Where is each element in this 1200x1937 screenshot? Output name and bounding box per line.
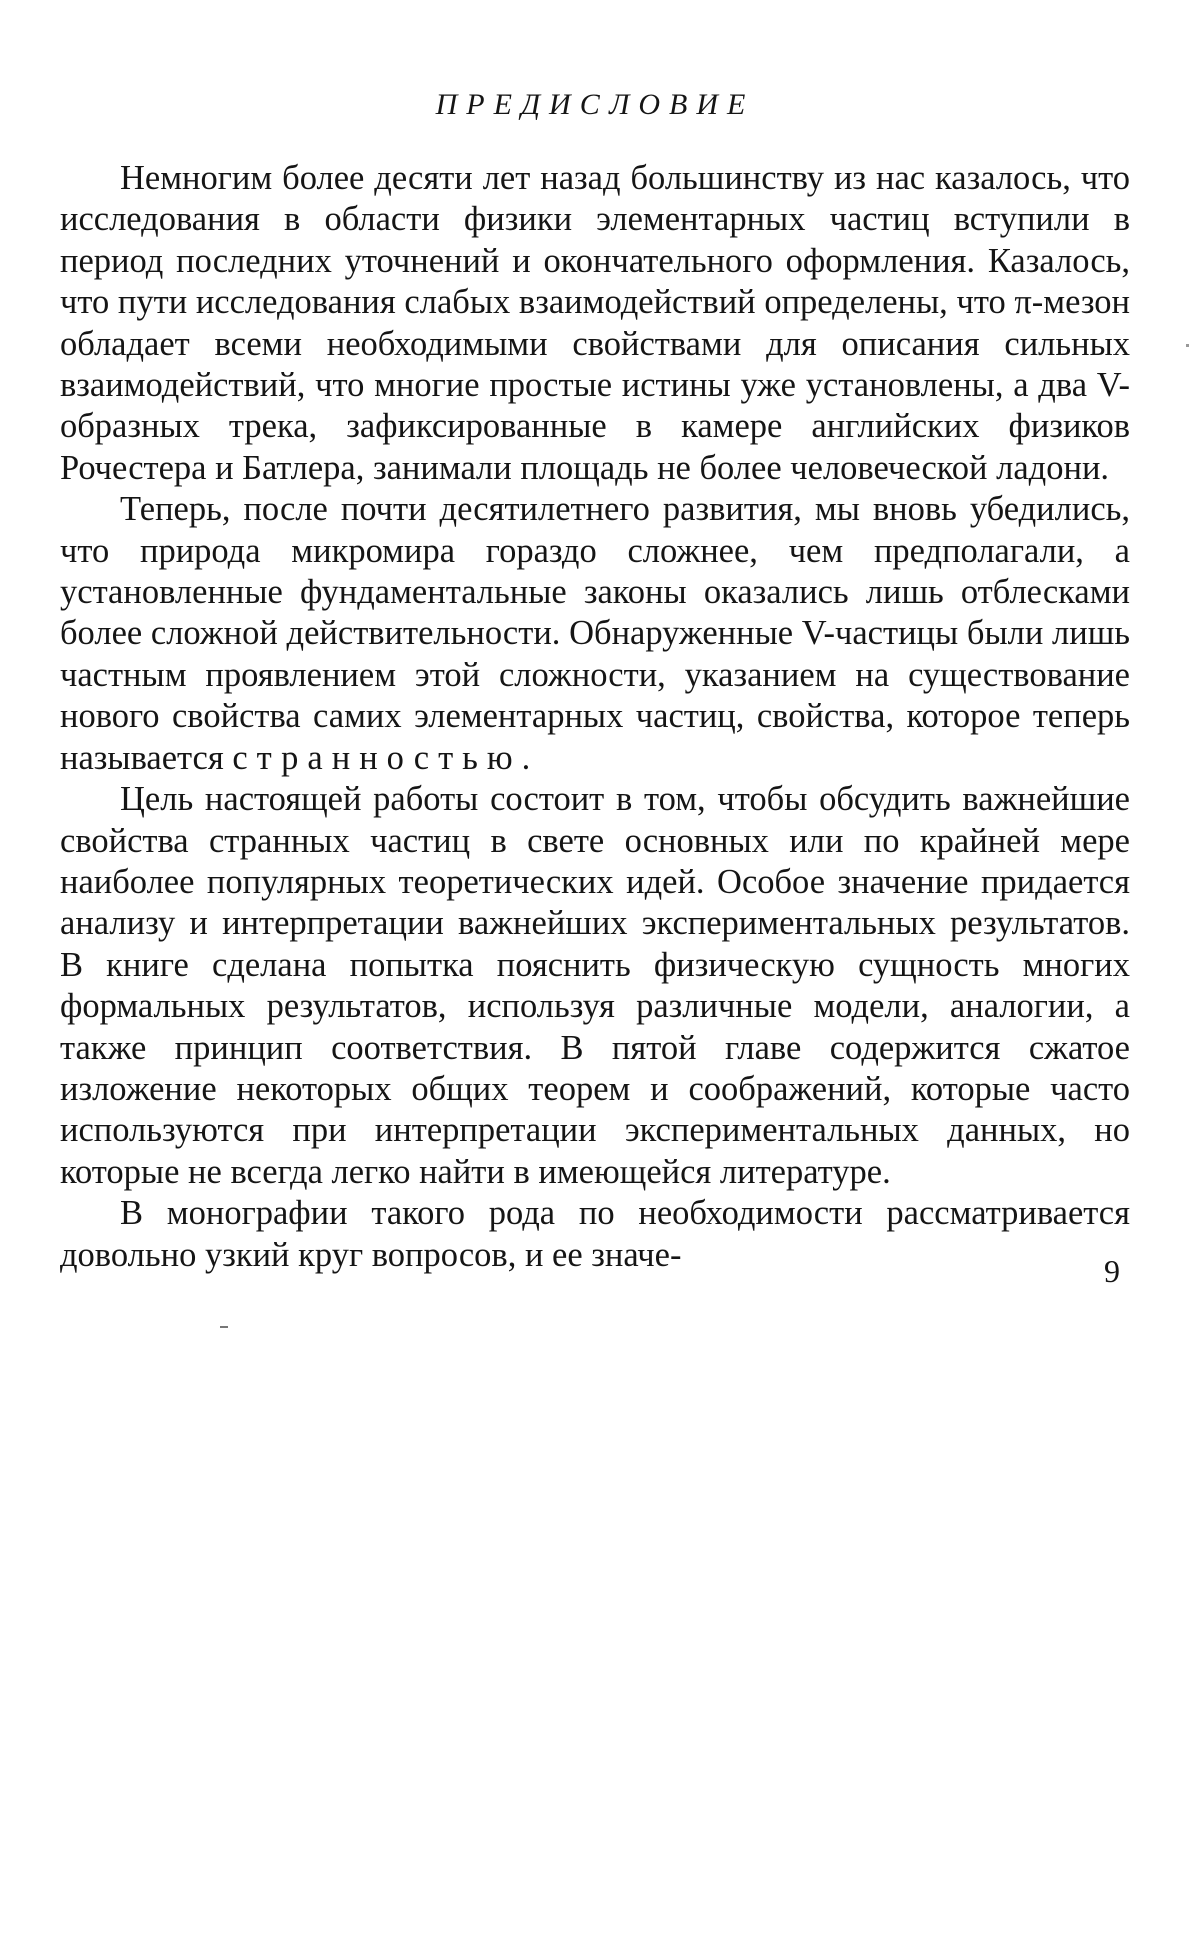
paragraph-2-tail: . bbox=[521, 738, 531, 777]
paragraph-1-text: Немногим более десяти лет назад большинству из нас казалось, что исследования в области физики элементарных частиц вступили в период последних уточнений и окончательного оформления. Казалось, что пути исследования слабых взаимодействий определены, что π-мезон обладает всеми необходимыми свойствами для описания сильных взаимодействий, что многие простые истины уже установлены, а два V-образных трека, зафиксированные в камере английских физиков Рочестера и Батлера, занимали площадь не более человеческой ладони. bbox=[60, 159, 1130, 487]
paragraph-4-text: В монографии такого рода по необходимости рассматривается довольно узкий круг вопросов, и ее значе- bbox=[60, 1194, 1130, 1274]
paragraph-2 bbox=[60, 489, 1130, 779]
print-speck bbox=[220, 1326, 228, 1328]
paragraph-3 bbox=[60, 779, 1130, 1193]
page-title: ПРЕДИСЛОВИЕ bbox=[435, 88, 755, 121]
document-page bbox=[60, 88, 1130, 1276]
page-number: 9 bbox=[1104, 1253, 1120, 1289]
paragraph-4 bbox=[60, 1193, 1130, 1276]
print-speck-right bbox=[1186, 344, 1189, 347]
paragraph-2-text: Теперь, после почти десятилетнего развития, мы вновь убедились, что природа микромира гораздо сложнее, чем предполагали, а установленные фундаментальные законы оказались лишь отблесками более сложной действительности. Обнаруженные V-частицы были лишь частным проявлением этой сложности, указанием на существование нового свойства самих элементарных частиц, свойства, которое теперь называется bbox=[60, 490, 1130, 777]
paragraph-3-text: Цель настоящей работы состоит в том, чтобы обсудить важнейшие свойства странных частиц в свете основных или по крайней мере наиболее популярных теоретических идей. Особое значение придается анализу и интерпретации важнейших экспериментальных результатов. В книге сделана попытка пояснить физическую сущность многих формальных результатов, используя различные модели, аналогии, а также принцип соответствия. В пятой главе содержится сжатое изложение некоторых общих теорем и соображений, которые часто используются при интерпретации экспериментальных данных, но которые не всегда легко найти в имеющейся литературе. bbox=[60, 780, 1130, 1191]
paragraph-2-emphasis: странностью bbox=[232, 738, 522, 777]
paragraph-1 bbox=[60, 158, 1130, 489]
